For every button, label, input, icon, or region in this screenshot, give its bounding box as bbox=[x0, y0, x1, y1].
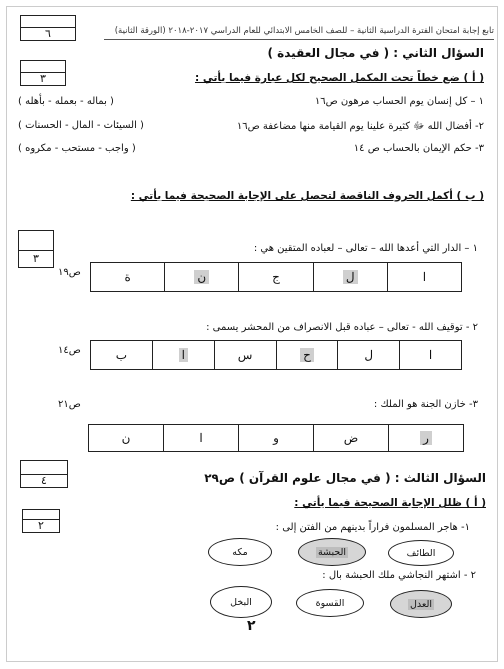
s3-q2-option-3[interactable] bbox=[210, 586, 272, 618]
letter-cell bbox=[152, 341, 214, 369]
letter-cell bbox=[163, 425, 238, 451]
letter: ر bbox=[420, 431, 432, 445]
s2-item3-options: ( واجب - مستحب - مكروه ) bbox=[18, 143, 136, 154]
header-divider bbox=[104, 39, 494, 40]
score-box-3-value: ٣ bbox=[18, 250, 54, 268]
section2-part-b: ( ب ) أكمل الحروف الناقصة لتحصل على الإجابة الصحيحة فيما يأتي : bbox=[130, 190, 484, 202]
score-box-2-value: ٣ bbox=[20, 72, 66, 86]
letter: ة bbox=[124, 270, 131, 284]
s3-q2-option-3-label: البخل bbox=[230, 596, 252, 608]
s2-item1-options: ( بماله - بعمله - بأهله ) bbox=[18, 96, 114, 107]
score-box-5-value: ٢ bbox=[22, 519, 60, 533]
letter-cell bbox=[313, 425, 388, 451]
letter: ا bbox=[199, 431, 203, 445]
letter-cell bbox=[238, 425, 313, 451]
s3-q2-option-1[interactable] bbox=[390, 590, 452, 618]
b3-letters bbox=[88, 424, 464, 452]
letter: ض bbox=[343, 431, 359, 445]
header-text: تابع إجابة امتحان الفترة الدراسية الثانية – للصف الخامس الابتدائي للعام الدراسي ٢٠١٧-٢٠١٨ (الورقة الثانية) bbox=[114, 26, 494, 36]
letter-cell bbox=[387, 263, 461, 291]
s2-item3-text: ٣- حكم الإيمان بالحساب ص ١٤ bbox=[353, 143, 484, 154]
letter: ح bbox=[300, 348, 314, 362]
letter-cell bbox=[399, 341, 461, 369]
letter: ا bbox=[179, 348, 188, 362]
letter: ا bbox=[428, 348, 433, 362]
b2-letters bbox=[90, 340, 462, 370]
b2-text: ٢ - توقيف الله - تعالى – عباده قبل الانصراف من المحشر يسمى : bbox=[206, 322, 478, 333]
s3-q1-option-1-label: الطائف bbox=[406, 547, 436, 559]
s3-q1-option-2-label: الحبشة bbox=[317, 546, 347, 558]
letter-cell bbox=[164, 263, 238, 291]
s3-q1-option-3-label: مكه bbox=[232, 546, 248, 558]
letter-cell bbox=[89, 425, 163, 451]
s3-q1-option-1[interactable] bbox=[388, 540, 454, 566]
letter: ل bbox=[364, 348, 374, 362]
s3-q2-option-2-label: القسوة bbox=[315, 597, 345, 609]
section3-title: السؤال الثالث : ( في مجال علوم القرآن ) ص٢٩ bbox=[204, 471, 486, 485]
letter-cell bbox=[313, 263, 387, 291]
letter: ل bbox=[343, 270, 358, 284]
letter-cell bbox=[337, 341, 399, 369]
score-box-1-value: ٦ bbox=[20, 27, 76, 41]
b3-text: ٣- خازن الجنة هو الملك : bbox=[373, 399, 478, 410]
s3-q2-option-2[interactable] bbox=[296, 589, 364, 617]
letter: ب bbox=[115, 348, 128, 362]
letter: ن bbox=[121, 431, 131, 445]
page-number: ٢ bbox=[247, 618, 256, 634]
letter-cell bbox=[238, 263, 312, 291]
letter: ن bbox=[194, 270, 209, 284]
s2-item2-text: ٢- أفضال الله ﷻ كثيرة علينا يوم القيامة منها مضاعفة ص١٦ bbox=[236, 121, 484, 132]
letter-cell bbox=[214, 341, 276, 369]
s3-q1-option-3[interactable] bbox=[208, 538, 272, 566]
letter-cell bbox=[91, 341, 152, 369]
s3-q2-text: ٢ - اشتهر النجاشي ملك الحبشة بال : bbox=[322, 570, 476, 581]
b1-text: ١ – الدار التي أعدها الله – تعالى – لعباده المتقين هي : bbox=[253, 243, 478, 254]
letter: ا bbox=[422, 270, 427, 284]
s3-q1-text: ١- هاجر المسلمون فراراً بدينهم من الفتن إلى : bbox=[275, 522, 470, 533]
b1-page: ص١٩ bbox=[58, 267, 81, 278]
score-box-4-value: ٤ bbox=[20, 474, 68, 488]
b2-page: ص١٤ bbox=[58, 345, 81, 356]
s3-q2-option-1-label: العدل bbox=[409, 598, 432, 610]
letter-cell bbox=[388, 425, 463, 451]
letter: و bbox=[273, 431, 279, 445]
letter: ج bbox=[272, 270, 280, 284]
s2-item1-text: ١ – كل إنسان يوم الحساب مرهون ص١٦ bbox=[314, 96, 484, 107]
section2-title: السؤال الثاني : ( في مجال العقيدة ) bbox=[267, 46, 484, 60]
section3-part-a: ( أ ) ظلل الإجابة الصحيحة فيما يأتي : bbox=[294, 497, 486, 509]
s2-item2-options: ( السيئات - المال - الحسنات ) bbox=[18, 120, 144, 131]
b3-page: ص٢١ bbox=[58, 399, 81, 410]
section2-part-a: ( أ ) ضع خطاً تحت المكمل الصحيح لكل عبارة فيما يأتي : bbox=[194, 72, 484, 84]
letter: س bbox=[237, 348, 253, 362]
s3-q1-option-2[interactable] bbox=[298, 538, 366, 566]
letter-cell bbox=[276, 341, 338, 369]
letter-cell bbox=[91, 263, 164, 291]
b1-letters bbox=[90, 262, 462, 292]
